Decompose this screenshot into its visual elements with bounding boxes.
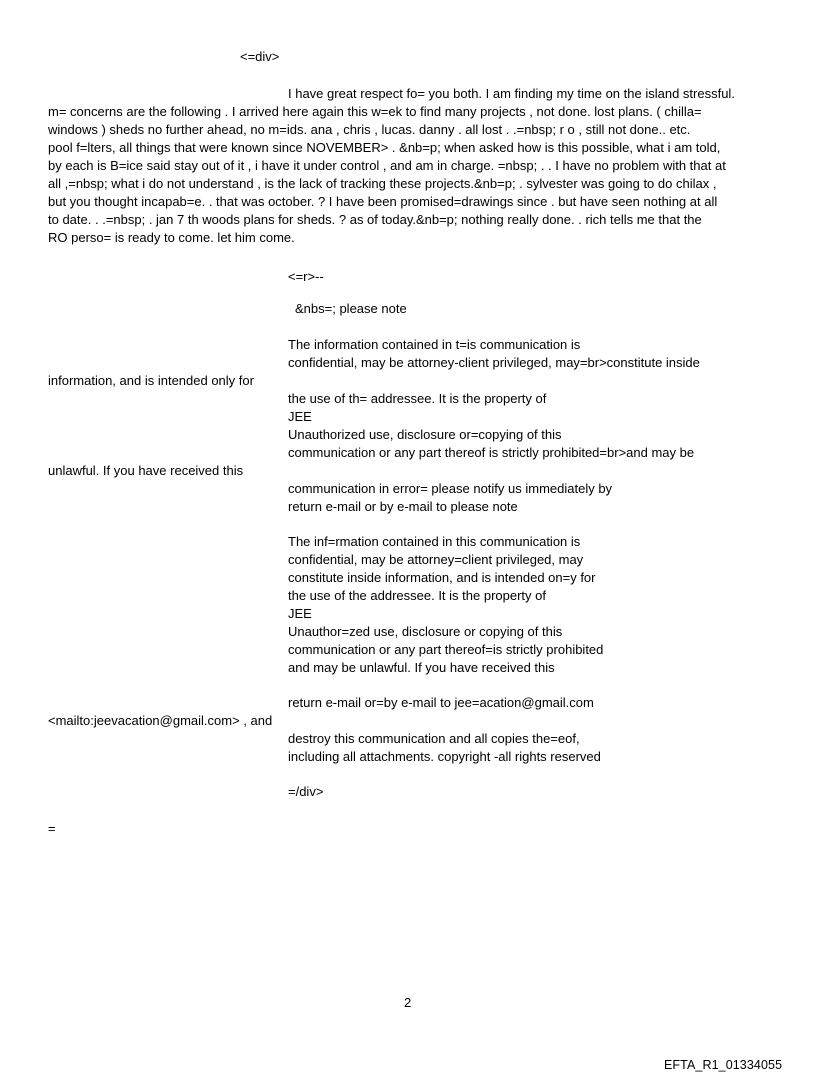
disclaimer2-line: and may be unlawful. If you have received this (288, 660, 555, 675)
r-marker: <=r>-- (288, 269, 324, 284)
disclaimer2-line: The inf=rmation contained in this communication is (288, 534, 581, 549)
body-line: m= concerns are the following . I arrived here again this w=ek to find many projects , not done. lost plans. ( chilla= (48, 104, 702, 119)
disclaimer1-line: JEE (288, 409, 312, 424)
body-line: by each is B=ice said stay out of it , i have it under control , and am in charge. =nbsp; . . I have no problem with that at (48, 158, 726, 173)
disclaimer2-line: confidential, may be attorney=client privileged, may (288, 552, 584, 567)
body-line: to date. . .=nbsp; . jan 7 th woods plans for sheds. ? as of today.&nb=p; nothing really done. . rich tells me that the (48, 212, 702, 227)
body-paragraph (48, 85, 768, 247)
disclaimer1-line: communication or any part thereof is strictly prohibited=br>and may be (288, 445, 695, 460)
disclaimer2-line: return e-mail or=by e-mail to jee=acation@gmail.com (288, 695, 594, 710)
div-open-tag: <=div> (240, 49, 280, 64)
disclaimer1-line: confidential, may be attorney-client privileged, may=br>constitute inside (288, 355, 700, 370)
body-line: windows ) sheds no further ahead, no m=ids. ana , chris , lucas. danny . all lost . .=nbsp; r o , still not done.. etc. (48, 122, 691, 137)
document-id: EFTA_R1_01334055 (664, 1058, 783, 1072)
disclaimer2-line: destroy this communication and all copies the=eof, (288, 731, 580, 746)
disclaimer1-line: The information contained in t=is communication is (288, 337, 581, 352)
disclaimer2-line: communication or any part thereof=is strictly prohibited (288, 642, 604, 657)
disclaimer2-line: constitute inside information, and is intended on=y for (288, 570, 596, 585)
disclaimer1-line: the use of th= addressee. It is the property of (288, 391, 547, 406)
nbs-please-note: &nbs=; please note (295, 301, 407, 316)
disclaimer1-line: return e-mail or by e-mail to please note (288, 499, 518, 514)
body-line: all ,=nbsp; what i do not understand , is the lack of tracking these projects.&nb=p; . sylvester was going to do chilax , (48, 176, 717, 191)
trailing-equals: = (48, 821, 56, 836)
mailto-link: <mailto:jeevacation@gmail.com> , and (48, 713, 273, 728)
page-number: 2 (404, 995, 412, 1010)
div-close-tag: =/div> (288, 784, 324, 799)
disclaimer1-line: Unauthorized use, disclosure or=copying of this (288, 427, 562, 442)
body-line: but you thought incapab=e. . that was october. ? I have been promised=drawings since . but have seen nothing at all (48, 194, 718, 209)
body-line: pool f=lters, all things that were known since NOVEMBER> . &nb=p; when asked how is this possible, what i am told, (48, 140, 721, 155)
disclaimer1-line: information, and is intended only for (48, 373, 254, 388)
body-line: I have great respect fo= you both. I am finding my time on the island stressful. (288, 86, 735, 101)
disclaimer2-line: including all attachments. copyright -all rights reserved (288, 749, 601, 764)
disclaimer1-line: unlawful. If you have received this (48, 463, 244, 478)
disclaimer2-line: Unauthor=zed use, disclosure or copying of this (288, 624, 563, 639)
disclaimer2-line: JEE (288, 606, 312, 621)
disclaimer1-line: communication in error= please notify us immediately by (288, 481, 613, 496)
body-line: RO perso= is ready to come. let him come. (48, 230, 295, 245)
disclaimer2-line: the use of the addressee. It is the property of (288, 588, 546, 603)
